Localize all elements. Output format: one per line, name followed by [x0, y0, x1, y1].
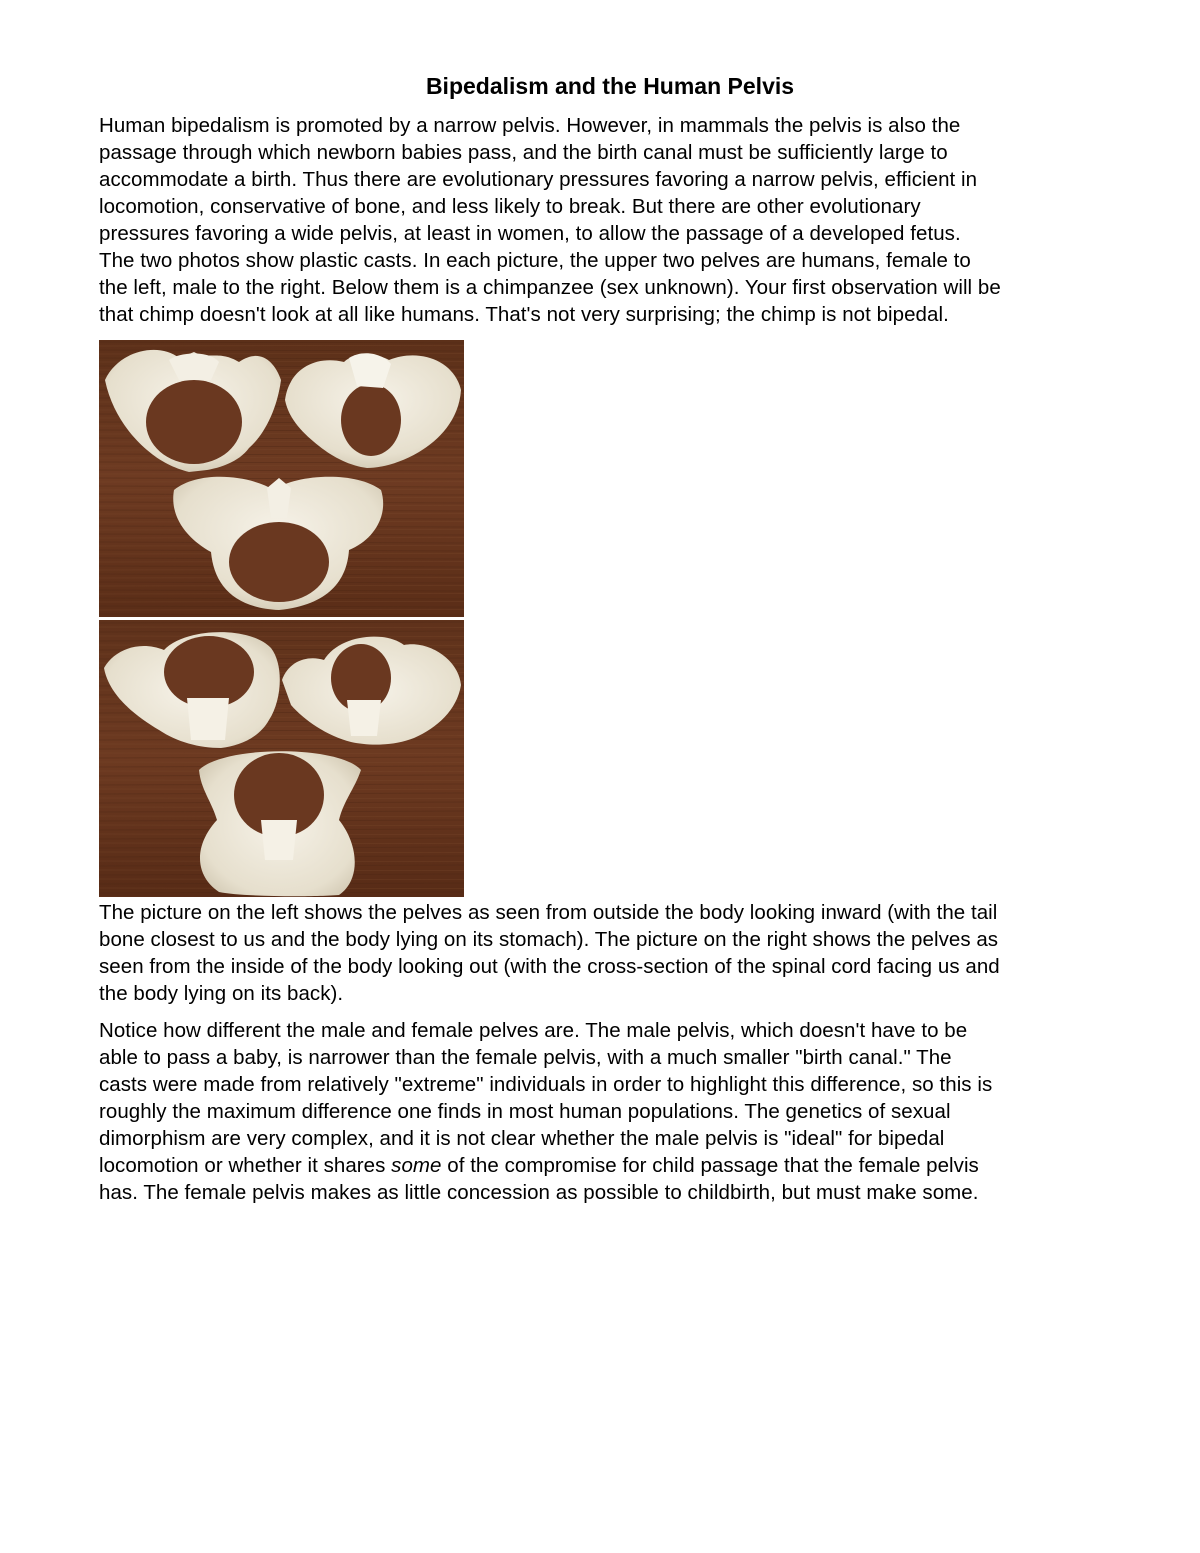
text-line: The picture on the left shows the pelves as seen from outside the body looking inward (with the tail: [99, 901, 998, 924]
intro-paragraph: [99, 112, 1139, 328]
text-line: bone closest to us and the body lying on its stomach). The picture on the right shows the pelves as: [99, 928, 999, 951]
text-line: seen from the inside of the body looking out (with the cross-section of the spinal cord facing us and: [99, 955, 1000, 978]
text-line: dimorphism are very complex, and it is not clear whether the male pelvis is "ideal" for bipedal: [99, 1127, 945, 1150]
text-line: pressures favoring a wide pelvis, at least in women, to allow the passage of a developed fetus.: [99, 222, 961, 245]
text-segment: locomotion or whether it shares: [99, 1154, 392, 1177]
text-segment: of the compromise for child passage that the female pelvis: [441, 1154, 979, 1177]
text-line: The two photos show plastic casts. In each picture, the upper two pelves are humans, female to: [99, 249, 971, 272]
pelvis-photo-inside-view: [99, 620, 464, 897]
text-line: that chimp doesn't look at all like humans. That's not very surprising; the chimp is not bipedal.: [99, 303, 949, 326]
chimpanzee-pelvis-inside: [199, 751, 361, 896]
text-line: Human bipedalism is promoted by a narrow pelvis. However, in mammals the pelvis is also the: [99, 114, 961, 137]
document-page: [99, 70, 1139, 1206]
text-line: accommodate a birth. Thus there are evolutionary pressures favoring a narrow pelvis, efficient in: [99, 168, 978, 191]
text-line: locomotion, conservative of bone, and less likely to break. But there are other evolutionary: [99, 195, 921, 218]
pelvis-photo-outside-view: [99, 340, 464, 617]
text-line: Notice how different the male and female pelves are. The male pelvis, which doesn't have to be: [99, 1019, 968, 1042]
views-paragraph: [99, 899, 1139, 1007]
pelvis-photos: [99, 340, 464, 897]
text-line: roughly the maximum difference one finds in most human populations. The genetics of sexual: [99, 1100, 951, 1123]
text-line: passage through which newborn babies pass, and the birth canal must be sufficiently large to: [99, 141, 948, 164]
emphasis-text: some: [391, 1154, 442, 1177]
text-line: [99, 1152, 1139, 1179]
text-line: casts were made from relatively "extreme" individuals in order to highlight this difference, so this is: [99, 1073, 993, 1096]
text-line: the left, male to the right. Below them is a chimpanzee (sex unknown). Your first observation will be: [99, 276, 1001, 299]
text-line: the body lying on its back).: [99, 982, 344, 1005]
dimorphism-paragraph: [99, 1017, 1139, 1206]
text-line: has. The female pelvis makes as little concession as possible to childbirth, but must make some.: [99, 1181, 979, 1204]
document-title: Bipedalism and the Human Pelvis: [425, 73, 795, 99]
pelvis-photo-inside-image: [99, 620, 464, 897]
pelvis-photo-outside-image: [99, 340, 464, 617]
text-line: able to pass a baby, is narrower than the female pelvis, with a much smaller "birth canal." The: [99, 1046, 952, 1069]
